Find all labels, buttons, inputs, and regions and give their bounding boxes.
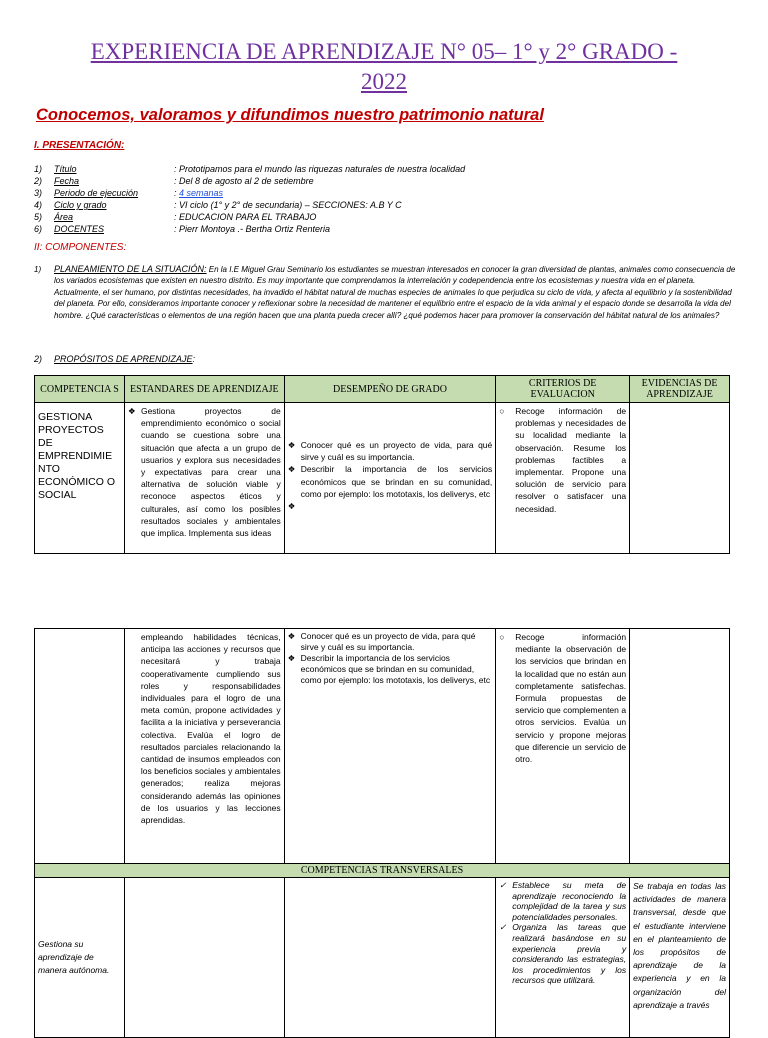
info-label: Área <box>54 212 74 222</box>
info-num: 3) <box>34 188 43 198</box>
title-line-2: 2022 <box>361 69 407 94</box>
list-item <box>499 880 626 922</box>
document-title <box>0 37 768 97</box>
info-num: 5) <box>34 212 43 222</box>
transversal-criterios-cell <box>496 878 630 1038</box>
transversales-heading: COMPETENCIAS TRANSVERSALES <box>35 864 730 878</box>
planeamiento-num: 1) <box>34 265 42 274</box>
criterios-text: Recoge información de problemas y necesidades de su localidad mediante la observación. Resume los problemas factibles a implementar. Propone una solución de servicio para resolver o satisfacer una necesidad. <box>515 406 627 514</box>
desempeno-text: Conocer qué es un proyecto de vida, para qué sirve y cuál es su importancia. <box>300 631 476 652</box>
check-bullet-icon: ✓ <box>499 880 507 890</box>
desempeno-cell <box>284 629 496 864</box>
info-row-fecha <box>34 175 754 187</box>
circle-bullet-icon: ○ <box>499 406 505 416</box>
info-row-area <box>34 211 754 223</box>
criterios-cell <box>496 629 630 864</box>
header-desempeno: DESEMPEÑO DE GRADO <box>284 376 496 403</box>
propositos-heading <box>34 354 195 364</box>
planeamiento-text <box>54 264 738 321</box>
list-item <box>499 922 626 986</box>
info-row-titulo <box>34 163 754 175</box>
transversal-criterio-text: Establece su meta de aprendizaje reconociendo la complejidad de la tarea y sus potencialidades personales. <box>512 880 627 922</box>
transversal-estandar-cell <box>124 878 284 1038</box>
list-item <box>288 439 493 463</box>
diamond-bullet-icon: ❖ <box>287 631 296 641</box>
info-label: DOCENTES <box>54 224 105 234</box>
evidencias-cell <box>630 629 730 864</box>
info-value <box>174 187 754 199</box>
diamond-bullet-icon: ❖ <box>287 440 296 450</box>
document-subtitle: Conocemos, valoramos y difundimos nuestro patrimonio natural <box>36 106 544 124</box>
info-label: Título <box>54 164 77 174</box>
desempeno-cell <box>284 403 496 554</box>
propositos-table <box>34 375 730 554</box>
list-item <box>499 631 626 765</box>
info-value: : VI ciclo (1° y 2° de secundaria) – SECCIONES: A.B Y C <box>174 200 402 210</box>
desempeno-text: Describir la importancia de los servicios económicos que se brindan en su comunidad, como por ejemplo: los mototaxis, los deliverys, etc <box>300 464 493 499</box>
title-line-1: EXPERIENCIA DE APRENDIZAJE N° 05– 1° y 2° GRADO - <box>90 39 678 64</box>
propositos-title: PROPÓSITOS DE APRENDIZAJE <box>54 354 193 364</box>
info-value: : Prototipamos para el mundo las riquezas naturales de nuestra localidad <box>174 164 466 174</box>
competencia-cell <box>35 629 125 864</box>
criterios-text: Recoge información mediante la observación de los servicios que brindan en la localidad que no están aun completamente satisfechas. Formula propuestas de servicio que complementen a otros servicios. Evalúa un servicio y propone mejoras que diferencie un servicio de otro. <box>515 632 627 765</box>
componentes-heading: II: COMPONENTES: <box>34 242 127 253</box>
estandar-text: Gestiona proyectos de emprendimiento económico o social cuando se cuestiona sobre una situación que afecta a un grupo de usuarios y explora sus necesidades y expectativas para crear una alternativa de solución viable y reconoce aspectos éticos y culturales, así como los posibles resultados sociales y ambientales que implica. Implementa sus ideas <box>140 406 281 539</box>
info-value: : EDUCACION PARA EL TRABAJO <box>174 212 317 222</box>
propositos-num: 2) <box>34 354 43 364</box>
periodo-link[interactable]: 4 semanas <box>179 188 224 198</box>
desempeno-text: Describir la importancia de los servicios económicos que se brindan en su comunidad, como por ejemplo: los mototaxis, los deliverys, etc <box>300 653 491 685</box>
estandar-cell <box>124 403 284 554</box>
competencia-cell: GESTIONA PROYECTOS DE EMPRENDIMIE NTO ECONÓMICO O SOCIAL <box>35 403 125 554</box>
info-row-ciclo <box>34 199 754 211</box>
transversal-criterio-text: Organiza las tareas que realizará basándose en su experiencia previa y considerando las estrategias, los procedimientos y los recursos que utilizará. <box>512 922 627 986</box>
header-competencias: COMPETENCIA S <box>35 376 125 403</box>
criterios-cell <box>496 403 630 554</box>
list-item <box>288 653 493 686</box>
info-label: Ciclo y grado <box>54 200 107 210</box>
diamond-bullet-icon: ❖ <box>287 464 296 475</box>
propositos-table-continuation <box>34 628 730 1038</box>
planeamiento-body: En la I.E Miguel Grau Seminario los estudiantes se muestran interesados en conocer la gran diversidad de plantas, animales como consecuencia de los variados ecosistemas que existen en nuestro distrito. Es muy importante que comprendamos la interrelación y codependencia entre los ecosistemas y nuestra vida en el planeta. Actualmente, el ser humano, por distintas necesidades, ha invadido el hábitat natural de muchas especies de animales lo que perjudica su ciclo de vida, y afecta al equilibrio y la sostenibilidad del planeta. Por ello, consideramos importante conocer y reflexionar sobre la necesidad de mantener el equilibrio entre el espacio de la vida animal y el espacio donde se desarrolla la vida del hombre. ¿Qué características o elementos de una región hacen que una planta pueda crecer allí? ¿qué podemos hacer para promover la conservación del hábitat natural de los animales? <box>54 265 736 320</box>
info-row-periodo <box>34 187 754 199</box>
desempeno-text: Conocer qué es un proyecto de vida, para qué sirve y cuál es su importancia. <box>300 440 493 463</box>
evidencias-cell <box>630 403 730 554</box>
header-evidencias: EVIDENCIAS DE APRENDIZAJE <box>630 376 730 403</box>
list-item <box>128 405 281 539</box>
list-item <box>288 631 493 653</box>
info-num: 1) <box>34 164 43 174</box>
presentacion-list <box>34 163 754 235</box>
estandar-cell: empleando habilidades técnicas, anticipa las acciones y recursos que necesitará y trabaja cooperativamente cumpliendo sus roles y responsabilidades individuales para el logro de una meta común, propone actividades y facilita a la iniciativa y perseverancia colectiva. Evalúa el logro de resultados parciales relacionando la cantidad de insumos empleados con los beneficios sociales y ambientales generados; realiza mejoras considerando además las opiniones de los usuarios y las lecciones aprendidas. <box>124 629 284 864</box>
diamond-bullet-icon: ❖ <box>287 653 296 663</box>
check-bullet-icon: ✓ <box>499 922 507 933</box>
diamond-bullet-icon: ❖ <box>287 501 296 512</box>
header-criterios: CRITERIOS DE EVALUACION <box>496 376 630 403</box>
planeamiento-heading: PLANEAMIENTO DE LA SITUACIÓN: <box>54 264 207 274</box>
info-label: Fecha <box>54 176 80 186</box>
list-item <box>288 463 493 500</box>
info-row-docentes <box>34 223 754 235</box>
transversal-competencia-cell: Gestiona su aprendizaje de manera autónoma. <box>35 878 125 1038</box>
transversal-evidencia-cell: Se trabaja en todas las actividades de manera transversal, desde que el estudiante interviene en el planteamiento de los propósitos de aprendizaje de la experiencia y en la organización del aprendizaje a través <box>630 878 730 1038</box>
info-num: 6) <box>34 224 43 234</box>
list-item <box>499 405 626 515</box>
planeamiento-block <box>34 264 738 321</box>
circle-bullet-icon: ○ <box>499 632 505 642</box>
propositos-colon: : <box>192 354 196 364</box>
info-value: : Pierr Montoya .- Bertha Ortiz Renteria <box>174 224 331 234</box>
info-value-prefix: : <box>174 188 180 198</box>
info-num: 4) <box>34 200 43 210</box>
info-label: Periodo de ejecución <box>54 188 139 198</box>
info-num: 2) <box>34 176 43 186</box>
header-estandares: ESTANDARES DE APRENDIZAJE <box>124 376 284 403</box>
transversal-desempeno-cell <box>284 878 496 1038</box>
info-value: : Del 8 de agosto al 2 de setiembre <box>174 176 314 186</box>
presentacion-heading: I. PRESENTACIÓN: <box>34 140 125 151</box>
diamond-bullet-icon: ❖ <box>127 406 136 416</box>
